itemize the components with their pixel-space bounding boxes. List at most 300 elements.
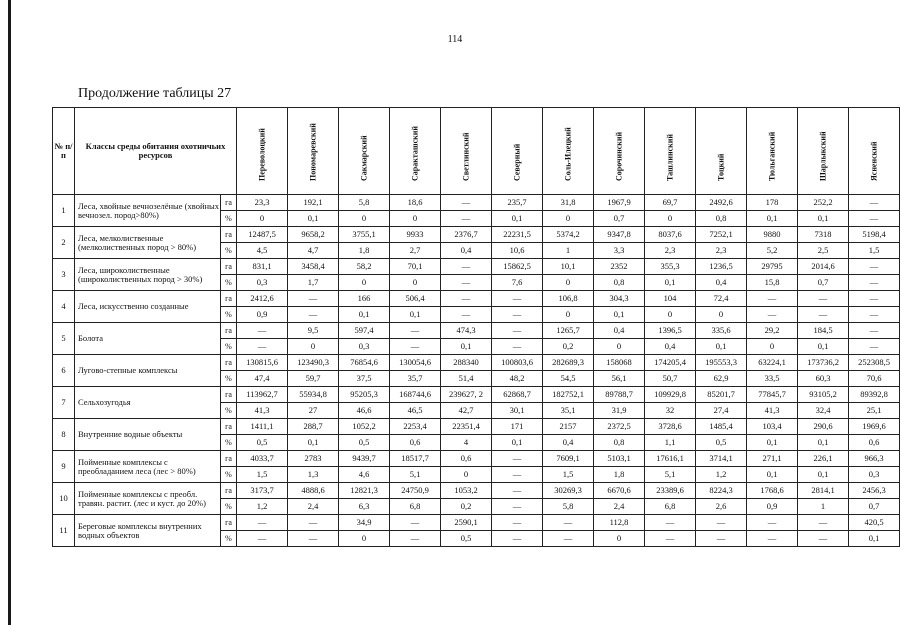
value-percent: 42,7 xyxy=(441,403,492,419)
value-ga: — xyxy=(849,323,900,339)
value-ga: 235,7 xyxy=(492,195,543,211)
value-ga: 252,2 xyxy=(798,195,849,211)
header-district xyxy=(492,108,543,195)
unit-percent: % xyxy=(221,211,237,227)
value-ga: 271,1 xyxy=(747,451,798,467)
row-number: 3 xyxy=(53,259,75,291)
unit-percent: % xyxy=(221,339,237,355)
row-number: 2 xyxy=(53,227,75,259)
value-percent: — xyxy=(849,307,900,323)
value-ga: 5198,4 xyxy=(849,227,900,243)
value-percent: 27,4 xyxy=(696,403,747,419)
value-percent: 10,6 xyxy=(492,243,543,259)
value-ga: — xyxy=(390,323,441,339)
value-percent: 0,5 xyxy=(237,435,288,451)
value-percent: — xyxy=(492,531,543,547)
value-ga: 22231,5 xyxy=(492,227,543,243)
value-ga: 109929,8 xyxy=(645,387,696,403)
value-ga: 506,4 xyxy=(390,291,441,307)
value-ga: — xyxy=(849,195,900,211)
value-ga: 18,6 xyxy=(390,195,441,211)
value-percent: — xyxy=(390,339,441,355)
header-district-label: Тюльганский xyxy=(767,131,777,181)
value-ga: 474,3 xyxy=(441,323,492,339)
unit-percent: % xyxy=(221,307,237,323)
value-ga: 29795 xyxy=(747,259,798,275)
value-ga: — xyxy=(645,515,696,531)
value-percent: 0,1 xyxy=(492,211,543,227)
value-percent: 0,6 xyxy=(390,435,441,451)
habitat-class: Береговые комплексы внутренних водных объектов xyxy=(75,515,221,547)
value-ga: 1411,1 xyxy=(237,419,288,435)
value-percent: — xyxy=(849,339,900,355)
header-district xyxy=(390,108,441,195)
value-percent: 3,3 xyxy=(594,243,645,259)
value-percent: 0 xyxy=(594,339,645,355)
row-number: 1 xyxy=(53,195,75,227)
unit-ga: га xyxy=(221,259,237,275)
value-ga: 4033,7 xyxy=(237,451,288,467)
value-ga: 3173,7 xyxy=(237,483,288,499)
value-percent: 2,3 xyxy=(696,243,747,259)
unit-ga: га xyxy=(221,195,237,211)
value-ga: 158068 xyxy=(594,355,645,371)
value-percent: 1,2 xyxy=(696,467,747,483)
value-ga: 70,1 xyxy=(390,259,441,275)
value-percent: 30,1 xyxy=(492,403,543,419)
unit-ga: га xyxy=(221,515,237,531)
value-ga: 239627, 2 xyxy=(441,387,492,403)
header-district-label: Шарлыкский xyxy=(818,131,828,181)
header-district xyxy=(237,108,288,195)
value-percent: 0,7 xyxy=(849,499,900,515)
value-percent: 50,7 xyxy=(645,371,696,387)
value-ga: 76854,6 xyxy=(339,355,390,371)
header-district-label: Пономаревский xyxy=(308,123,318,181)
value-percent: 51,4 xyxy=(441,371,492,387)
value-ga: 69,7 xyxy=(645,195,696,211)
value-ga: 597,4 xyxy=(339,323,390,339)
row-number: 5 xyxy=(53,323,75,355)
value-ga: 288340 xyxy=(441,355,492,371)
value-percent: — xyxy=(492,499,543,515)
value-ga: — xyxy=(543,515,594,531)
value-ga: 1967,9 xyxy=(594,195,645,211)
value-percent: — xyxy=(798,531,849,547)
value-ga: 100803,6 xyxy=(492,355,543,371)
value-ga: 288,7 xyxy=(288,419,339,435)
value-percent: 0,1 xyxy=(696,339,747,355)
value-ga: 12821,3 xyxy=(339,483,390,499)
value-percent: 6,8 xyxy=(390,499,441,515)
value-percent: 0,1 xyxy=(492,435,543,451)
value-percent: — xyxy=(849,275,900,291)
value-ga: 192,1 xyxy=(288,195,339,211)
page-edge-rule xyxy=(8,0,11,625)
value-percent: 0 xyxy=(543,307,594,323)
value-percent: 0,3 xyxy=(849,467,900,483)
value-percent: 0,7 xyxy=(798,275,849,291)
row-number: 10 xyxy=(53,483,75,515)
value-percent: 2,6 xyxy=(696,499,747,515)
value-percent: 0,1 xyxy=(798,467,849,483)
value-percent: 2,3 xyxy=(645,243,696,259)
value-ga: 166 xyxy=(339,291,390,307)
table-row xyxy=(53,195,900,211)
value-percent: 0,7 xyxy=(594,211,645,227)
value-ga: — xyxy=(798,515,849,531)
page-number: 114 xyxy=(447,34,463,45)
value-percent: 0,4 xyxy=(543,435,594,451)
table-caption: Продолжение таблицы 27 xyxy=(78,86,232,101)
header-district-label: Сакмарский xyxy=(359,135,369,181)
value-percent: 0,4 xyxy=(645,339,696,355)
value-ga: 182752,1 xyxy=(543,387,594,403)
value-ga: — xyxy=(441,259,492,275)
unit-percent: % xyxy=(221,371,237,387)
value-ga: 12487,5 xyxy=(237,227,288,243)
unit-ga: га xyxy=(221,323,237,339)
value-ga: — xyxy=(492,291,543,307)
value-ga: 3728,6 xyxy=(645,419,696,435)
value-ga: 3755,1 xyxy=(339,227,390,243)
value-ga: 2253,4 xyxy=(390,419,441,435)
row-number: 11 xyxy=(53,515,75,547)
value-percent: 1,7 xyxy=(288,275,339,291)
value-ga: 226,1 xyxy=(798,451,849,467)
value-ga: 168744,6 xyxy=(390,387,441,403)
value-percent: 1,8 xyxy=(594,467,645,483)
value-percent: 0,1 xyxy=(849,531,900,547)
value-percent: 0,1 xyxy=(339,307,390,323)
value-ga: 23389,6 xyxy=(645,483,696,499)
value-percent: — xyxy=(849,211,900,227)
value-percent: 1,8 xyxy=(339,243,390,259)
table-row xyxy=(53,259,900,275)
value-percent: 2,5 xyxy=(798,243,849,259)
value-percent: — xyxy=(696,531,747,547)
unit-ga: га xyxy=(221,355,237,371)
value-percent: — xyxy=(441,211,492,227)
value-ga: 113962,7 xyxy=(237,387,288,403)
value-ga: — xyxy=(798,291,849,307)
value-percent: — xyxy=(543,531,594,547)
value-percent: 0,1 xyxy=(288,211,339,227)
header-district-label: Сорочинский xyxy=(614,131,624,181)
habitat-class: Сельхозугодья xyxy=(75,387,221,419)
row-number: 7 xyxy=(53,387,75,419)
value-percent: 5,8 xyxy=(543,499,594,515)
value-ga: 5374,2 xyxy=(543,227,594,243)
value-ga: 1969,6 xyxy=(849,419,900,435)
value-ga: 8224,3 xyxy=(696,483,747,499)
value-percent: 6,3 xyxy=(339,499,390,515)
value-percent: — xyxy=(237,339,288,355)
value-percent: 60,3 xyxy=(798,371,849,387)
value-percent: 5,1 xyxy=(645,467,696,483)
value-percent: — xyxy=(441,275,492,291)
value-ga: 420,5 xyxy=(849,515,900,531)
value-percent: 0,1 xyxy=(798,211,849,227)
value-ga: 1768,6 xyxy=(747,483,798,499)
value-percent: 0,5 xyxy=(339,435,390,451)
habitat-class: Внутренние водные объекты xyxy=(75,419,221,451)
value-percent: 2,4 xyxy=(594,499,645,515)
value-percent: 1,1 xyxy=(645,435,696,451)
value-percent: 0,1 xyxy=(390,307,441,323)
table-row xyxy=(53,355,900,371)
value-percent: — xyxy=(747,531,798,547)
value-ga: — xyxy=(237,515,288,531)
value-ga: 58,2 xyxy=(339,259,390,275)
value-ga: 171 xyxy=(492,419,543,435)
unit-ga: га xyxy=(221,291,237,307)
value-percent: 46,6 xyxy=(339,403,390,419)
value-percent: 56,1 xyxy=(594,371,645,387)
value-ga: 1052,2 xyxy=(339,419,390,435)
value-percent: 41,3 xyxy=(747,403,798,419)
unit-percent: % xyxy=(221,499,237,515)
value-percent: 0 xyxy=(543,211,594,227)
value-ga: 2590,1 xyxy=(441,515,492,531)
value-percent: 2,4 xyxy=(288,499,339,515)
value-ga: 30269,3 xyxy=(543,483,594,499)
value-percent: 0,1 xyxy=(747,467,798,483)
value-percent: 0,2 xyxy=(543,339,594,355)
value-percent: 59,7 xyxy=(288,371,339,387)
value-ga: — xyxy=(849,291,900,307)
value-ga: 1053,2 xyxy=(441,483,492,499)
value-ga: — xyxy=(849,259,900,275)
value-ga: — xyxy=(492,483,543,499)
value-ga: 31,8 xyxy=(543,195,594,211)
value-ga: 2352 xyxy=(594,259,645,275)
value-ga: 89788,7 xyxy=(594,387,645,403)
header-district xyxy=(288,108,339,195)
value-ga: 2456,3 xyxy=(849,483,900,499)
value-ga: 355,3 xyxy=(645,259,696,275)
value-percent: 0,8 xyxy=(696,211,747,227)
value-percent: 4,7 xyxy=(288,243,339,259)
row-number: 6 xyxy=(53,355,75,387)
value-ga: 304,3 xyxy=(594,291,645,307)
value-percent: — xyxy=(492,467,543,483)
value-percent: 1,5 xyxy=(543,467,594,483)
value-percent: 0,1 xyxy=(747,211,798,227)
value-ga: 5,8 xyxy=(339,195,390,211)
unit-ga: га xyxy=(221,483,237,499)
value-percent: 0,4 xyxy=(696,275,747,291)
value-ga: 77845,7 xyxy=(747,387,798,403)
unit-percent: % xyxy=(221,403,237,419)
value-ga: 173736,2 xyxy=(798,355,849,371)
value-percent: 4 xyxy=(441,435,492,451)
value-percent: 31,9 xyxy=(594,403,645,419)
value-percent: 32 xyxy=(645,403,696,419)
value-percent: 0,5 xyxy=(441,531,492,547)
value-percent: 0 xyxy=(339,211,390,227)
unit-percent: % xyxy=(221,275,237,291)
value-ga: — xyxy=(390,515,441,531)
value-ga: 195553,3 xyxy=(696,355,747,371)
table-row xyxy=(53,387,900,403)
table-row xyxy=(53,515,900,531)
header-district xyxy=(594,108,645,195)
header-district-label: Ясненский xyxy=(869,141,879,181)
value-ga: 290,6 xyxy=(798,419,849,435)
unit-ga: га xyxy=(221,387,237,403)
value-percent: 47,4 xyxy=(237,371,288,387)
value-percent: — xyxy=(747,307,798,323)
value-percent: 0 xyxy=(594,531,645,547)
value-percent: 25,1 xyxy=(849,403,900,419)
value-ga: 130815,6 xyxy=(237,355,288,371)
value-percent: 0,1 xyxy=(288,435,339,451)
row-number: 4 xyxy=(53,291,75,323)
header-district-label: Переволоцкий xyxy=(257,128,267,181)
value-ga: 72,4 xyxy=(696,291,747,307)
value-percent: — xyxy=(492,339,543,355)
value-ga: 6670,6 xyxy=(594,483,645,499)
value-ga: 17616,1 xyxy=(645,451,696,467)
value-percent: 0,9 xyxy=(747,499,798,515)
value-ga: 2376,7 xyxy=(441,227,492,243)
header-district-label: Ташлинский xyxy=(665,134,675,181)
table-row xyxy=(53,483,900,499)
value-ga: 3458,4 xyxy=(288,259,339,275)
value-ga: 3714,1 xyxy=(696,451,747,467)
value-ga: 0,4 xyxy=(594,323,645,339)
value-ga: 1236,5 xyxy=(696,259,747,275)
value-ga: 335,6 xyxy=(696,323,747,339)
value-percent: 6,8 xyxy=(645,499,696,515)
value-ga: 23,3 xyxy=(237,195,288,211)
header-district-label: Северный xyxy=(512,143,522,181)
table-row xyxy=(53,323,900,339)
table-row xyxy=(53,227,900,243)
value-percent: 33,5 xyxy=(747,371,798,387)
value-ga: 178 xyxy=(747,195,798,211)
value-percent: 0,8 xyxy=(594,275,645,291)
value-percent: 7,6 xyxy=(492,275,543,291)
value-ga: — xyxy=(288,515,339,531)
header-district xyxy=(747,108,798,195)
unit-ga: га xyxy=(221,419,237,435)
value-ga: 15862,5 xyxy=(492,259,543,275)
header-district xyxy=(441,108,492,195)
habitat-class: Леса, широколиственные (широколиственных пород > 30%) xyxy=(75,259,221,291)
value-ga: 2783 xyxy=(288,451,339,467)
value-ga: — xyxy=(492,515,543,531)
value-ga: 5103,1 xyxy=(594,451,645,467)
header-classes: Классы среды обитания охотничьих ресурсов xyxy=(75,108,237,195)
value-percent: 5,2 xyxy=(747,243,798,259)
value-ga: 0,6 xyxy=(441,451,492,467)
value-percent: — xyxy=(798,307,849,323)
value-percent: 0,1 xyxy=(798,339,849,355)
value-ga: 24750,9 xyxy=(390,483,441,499)
value-ga: 8037,6 xyxy=(645,227,696,243)
value-percent: 1,5 xyxy=(849,243,900,259)
header-district-label: Светлинский xyxy=(461,132,471,181)
value-percent: 37,5 xyxy=(339,371,390,387)
value-ga: 174205,4 xyxy=(645,355,696,371)
value-percent: 1 xyxy=(798,499,849,515)
value-percent: — xyxy=(492,307,543,323)
habitat-class: Лугово-степные комплексы xyxy=(75,355,221,387)
habitat-class: Болота xyxy=(75,323,221,355)
value-ga: 252308,5 xyxy=(849,355,900,371)
value-ga: — xyxy=(441,291,492,307)
value-percent: 0 xyxy=(339,275,390,291)
value-ga: 89392,8 xyxy=(849,387,900,403)
value-percent: 0,3 xyxy=(237,275,288,291)
value-ga: 9658,2 xyxy=(288,227,339,243)
value-ga: 63224,1 xyxy=(747,355,798,371)
value-ga: 1265,7 xyxy=(543,323,594,339)
value-percent: 62,9 xyxy=(696,371,747,387)
value-percent: 41,3 xyxy=(237,403,288,419)
value-ga: 1396,5 xyxy=(645,323,696,339)
table-row xyxy=(53,419,900,435)
value-ga: — xyxy=(492,451,543,467)
value-percent: 48,2 xyxy=(492,371,543,387)
value-percent: 0,8 xyxy=(594,435,645,451)
unit-ga: га xyxy=(221,451,237,467)
value-ga: 104 xyxy=(645,291,696,307)
row-number: 8 xyxy=(53,419,75,451)
value-percent: — xyxy=(288,531,339,547)
value-ga: 7609,1 xyxy=(543,451,594,467)
value-ga: 9347,8 xyxy=(594,227,645,243)
value-percent: 1,5 xyxy=(237,467,288,483)
unit-percent: % xyxy=(221,435,237,451)
habitat-class: Леса, мелколиственные (мелколиственных пород > 80%) xyxy=(75,227,221,259)
value-ga: 34,9 xyxy=(339,515,390,531)
value-ga: 2492,6 xyxy=(696,195,747,211)
value-ga: — xyxy=(288,291,339,307)
value-ga: 7318 xyxy=(798,227,849,243)
value-percent: 0 xyxy=(339,531,390,547)
value-percent: 0,1 xyxy=(594,307,645,323)
habitat-table xyxy=(52,107,900,547)
value-percent: 0,1 xyxy=(747,435,798,451)
value-ga: 4888,6 xyxy=(288,483,339,499)
value-percent: 54,5 xyxy=(543,371,594,387)
value-percent: 1,2 xyxy=(237,499,288,515)
header-district-label: Саракташский xyxy=(410,126,420,181)
value-percent: 0 xyxy=(543,275,594,291)
value-percent: 0 xyxy=(645,307,696,323)
value-ga: 2157 xyxy=(543,419,594,435)
table-row xyxy=(53,451,900,467)
value-percent: — xyxy=(288,307,339,323)
value-ga: 106,8 xyxy=(543,291,594,307)
value-ga: 7252,1 xyxy=(696,227,747,243)
value-ga: 9439,7 xyxy=(339,451,390,467)
value-ga: 1485,4 xyxy=(696,419,747,435)
header-district xyxy=(798,108,849,195)
value-percent: 0,9 xyxy=(237,307,288,323)
value-ga: — xyxy=(696,515,747,531)
value-ga: — xyxy=(441,195,492,211)
unit-percent: % xyxy=(221,467,237,483)
value-ga: — xyxy=(237,323,288,339)
value-ga: 112,8 xyxy=(594,515,645,531)
value-ga: 831,1 xyxy=(237,259,288,275)
value-ga: — xyxy=(747,291,798,307)
value-ga: 85201,7 xyxy=(696,387,747,403)
